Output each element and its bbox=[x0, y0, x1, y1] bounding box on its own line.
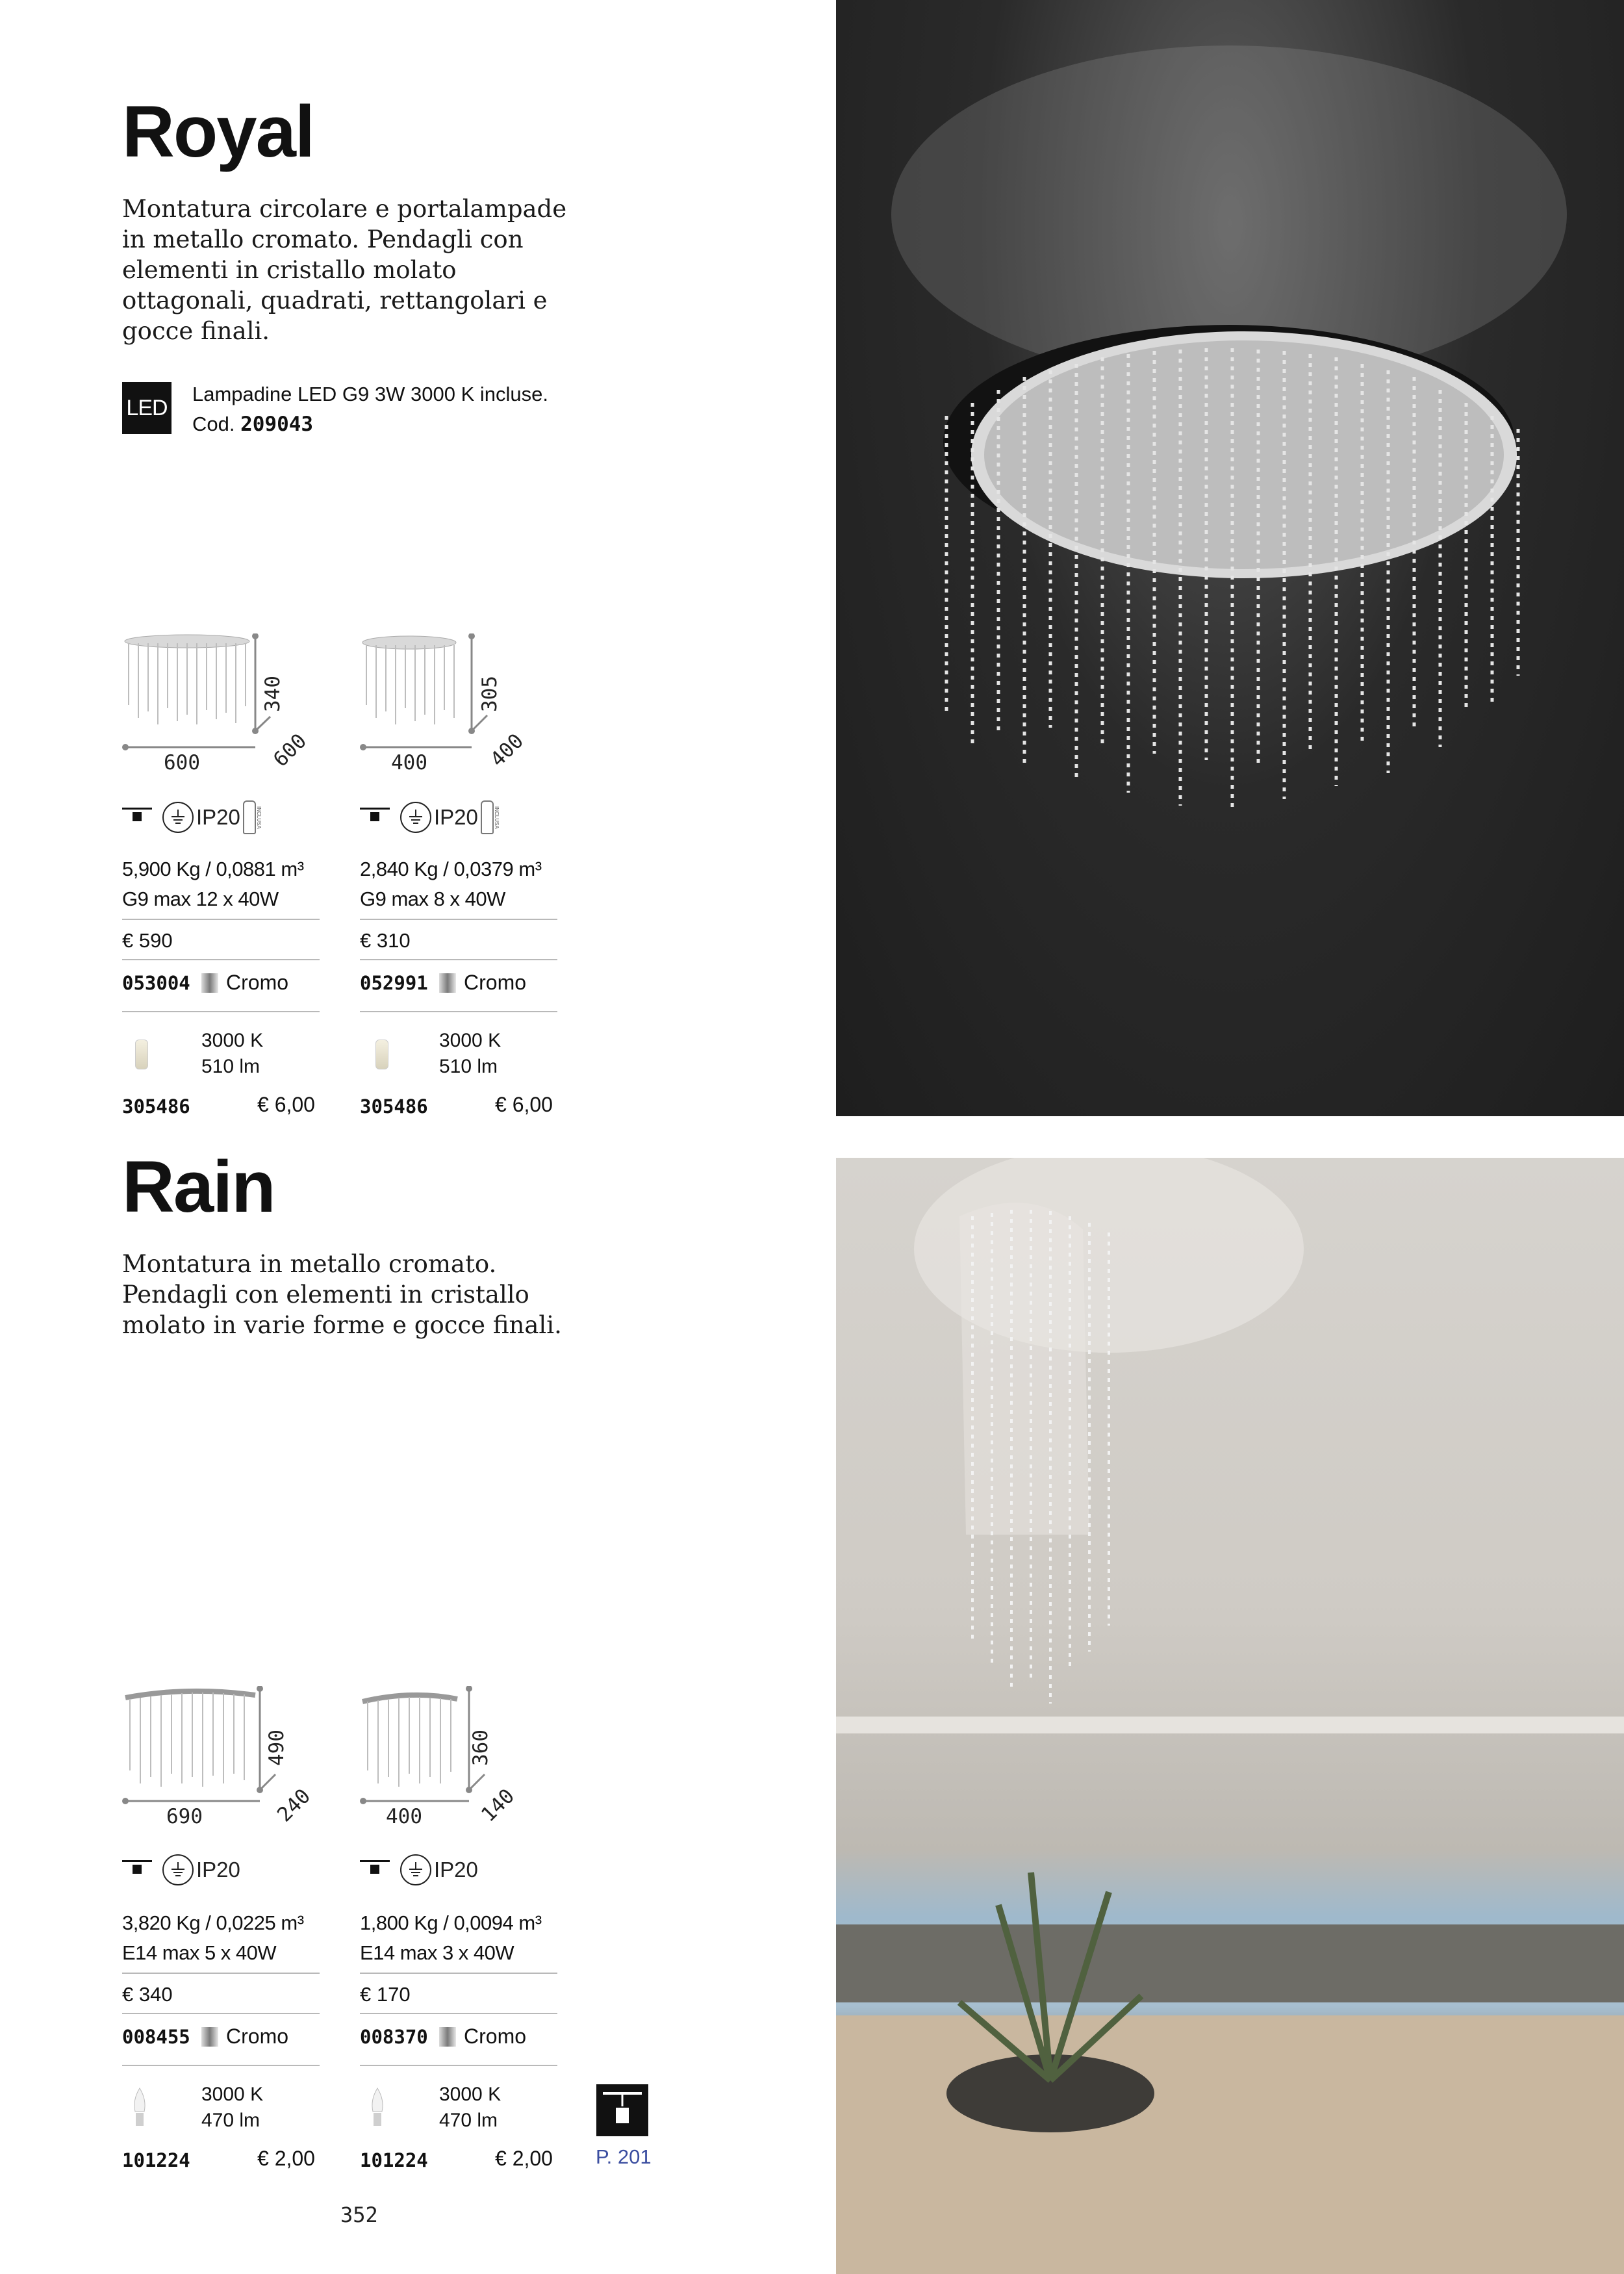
led-code: 209043 bbox=[240, 413, 314, 436]
lamp-temp: 3000 K bbox=[439, 2084, 501, 2105]
royal-title: Royal bbox=[122, 91, 314, 172]
bulb-included-label: INCLUSA bbox=[493, 806, 500, 829]
divider bbox=[122, 2065, 320, 2066]
socket-info: E14 max 3 x 40W bbox=[360, 1941, 514, 1964]
width-label: 400 bbox=[391, 751, 427, 774]
led-code-line bbox=[192, 409, 548, 439]
ground-symbol-icon bbox=[400, 802, 431, 833]
divider bbox=[360, 2065, 557, 2066]
weight-volume: 2,840 Kg / 0,0379 m³ bbox=[360, 858, 542, 880]
ip-rating: IP20 bbox=[196, 1858, 240, 1882]
chrome-swatch-icon bbox=[439, 973, 456, 993]
width-label: 400 bbox=[386, 1805, 422, 1828]
rain-title: Rain bbox=[122, 1146, 275, 1227]
lamp-code: 305486 bbox=[122, 1095, 190, 1118]
width-dimension-line bbox=[122, 743, 265, 751]
spec-icons bbox=[122, 800, 262, 834]
weight-volume: 3,820 Kg / 0,0225 m³ bbox=[122, 1911, 304, 1934]
led-note-line: Lampadine LED G9 3W 3000 K incluse. bbox=[192, 383, 548, 405]
g9-bulb-icon bbox=[135, 1040, 148, 1069]
divider bbox=[122, 959, 320, 960]
ip-rating: IP20 bbox=[434, 1858, 478, 1882]
rain-interior-illustration bbox=[836, 1158, 1624, 2274]
socket-info: G9 max 12 x 40W bbox=[122, 888, 279, 910]
divider bbox=[360, 1011, 557, 1012]
chrome-swatch-icon bbox=[201, 2027, 218, 2047]
depth-label: 240 bbox=[273, 1784, 316, 1827]
lamp-lumen: 510 lm bbox=[439, 1056, 498, 1077]
ceiling-mount-icon bbox=[122, 808, 152, 827]
royal-description: Montatura circolare e portalampade in metallo cromato. Pendagli con elementi in cristallo molato ottagonali, quadrati, rettangolari e gocce finali. bbox=[122, 195, 567, 345]
weight-volume: 5,900 Kg / 0,0881 m³ bbox=[122, 858, 304, 880]
bulb-included-icon bbox=[481, 800, 494, 834]
finish-label: Cromo bbox=[464, 2025, 527, 2048]
ip-rating: IP20 bbox=[434, 805, 478, 829]
lamp-code: 101224 bbox=[122, 2149, 190, 2171]
royal-product-photo bbox=[836, 0, 1624, 1116]
ceiling-mount-icon bbox=[122, 1860, 152, 1880]
led-badge: LED bbox=[122, 382, 171, 434]
lamp-info bbox=[439, 1028, 501, 1080]
spec-icons bbox=[360, 800, 500, 834]
weight-volume: 1,800 Kg / 0,0094 m³ bbox=[360, 1911, 542, 1934]
pendant-link-icon[interactable] bbox=[596, 2084, 648, 2136]
rain-description: Montatura in metallo cromato. Pendagli con elementi in cristallo molato in varie forme e gocce finali. bbox=[122, 1250, 562, 1339]
bulb-included-label: INCLUSA bbox=[255, 806, 262, 829]
chrome-swatch-icon bbox=[439, 2027, 456, 2047]
width-label: 690 bbox=[166, 1805, 203, 1828]
width-dimension-line bbox=[360, 743, 477, 751]
finish bbox=[439, 2025, 526, 2049]
lamp-price: € 2,00 bbox=[495, 2147, 553, 2170]
finish bbox=[201, 2025, 288, 2049]
height-label: 490 bbox=[265, 1730, 288, 1766]
chrome-swatch-icon bbox=[201, 973, 218, 993]
width-dimension-line bbox=[360, 1797, 477, 1805]
lamp-code: 101224 bbox=[360, 2149, 428, 2171]
divider bbox=[122, 919, 320, 920]
lamp-info bbox=[201, 1028, 263, 1080]
divider bbox=[122, 1011, 320, 1012]
lamp-lumen: 510 lm bbox=[201, 1056, 260, 1077]
lamp-price: € 6,00 bbox=[257, 1093, 315, 1116]
depth-label: 140 bbox=[477, 1784, 520, 1827]
lamp-price: € 2,00 bbox=[257, 2147, 315, 2170]
lamp-lumen: 470 lm bbox=[201, 2110, 260, 2131]
e14-candle-bulb-icon bbox=[368, 2086, 387, 2132]
product-code: 053004 bbox=[122, 972, 190, 994]
height-label: 340 bbox=[261, 676, 285, 712]
lamp-code: 305486 bbox=[360, 1095, 428, 1118]
page-reference-link[interactable]: P. 201 bbox=[596, 2145, 652, 2168]
ground-symbol-icon bbox=[162, 802, 194, 833]
socket-info: E14 max 5 x 40W bbox=[122, 1941, 277, 1964]
ceiling-mount-icon bbox=[360, 1860, 390, 1880]
divider bbox=[360, 2013, 557, 2014]
chandelier-thumb-icon bbox=[360, 633, 490, 737]
chandelier-thumb-icon bbox=[122, 633, 272, 737]
divider bbox=[122, 2013, 320, 2014]
lamp-temp: 3000 K bbox=[201, 1030, 264, 1051]
lamp-lumen: 470 lm bbox=[439, 2110, 498, 2131]
price: € 170 bbox=[360, 1983, 411, 2006]
product-code: 052991 bbox=[360, 972, 428, 994]
ground-symbol-icon bbox=[400, 1854, 431, 1885]
lamp-temp: 3000 K bbox=[201, 2084, 264, 2105]
chandelier-thumb-icon bbox=[122, 1686, 278, 1796]
product-code: 008455 bbox=[122, 2026, 190, 2048]
finish-label: Cromo bbox=[226, 971, 289, 994]
lamp-info bbox=[439, 2082, 501, 2134]
e14-candle-bulb-icon bbox=[130, 2086, 149, 2132]
height-label: 360 bbox=[469, 1730, 492, 1766]
lamp-temp: 3000 K bbox=[439, 1030, 501, 1051]
divider bbox=[122, 1973, 320, 1974]
depth-label: 600 bbox=[269, 729, 312, 772]
rain-product-photo bbox=[836, 1158, 1624, 2274]
height-label: 305 bbox=[478, 676, 501, 712]
led-code-prefix: Cod. bbox=[192, 413, 235, 435]
royal-chandelier-illustration bbox=[836, 0, 1624, 1116]
lamp-price: € 6,00 bbox=[495, 1093, 553, 1116]
spec-icons bbox=[360, 1854, 481, 1885]
price: € 340 bbox=[122, 1983, 173, 2006]
finish-label: Cromo bbox=[464, 971, 527, 994]
lamp-info bbox=[201, 2082, 263, 2134]
depth-label: 400 bbox=[486, 729, 529, 772]
ip-rating: IP20 bbox=[196, 805, 240, 829]
ground-symbol-icon bbox=[162, 1854, 194, 1885]
price: € 590 bbox=[122, 929, 173, 952]
finish-label: Cromo bbox=[226, 2025, 289, 2048]
g9-bulb-icon bbox=[375, 1040, 388, 1069]
product-code: 008370 bbox=[360, 2026, 428, 2048]
finish bbox=[439, 971, 526, 995]
width-dimension-line bbox=[122, 1797, 268, 1805]
spec-icons bbox=[122, 1854, 243, 1885]
socket-info: G9 max 8 x 40W bbox=[360, 888, 505, 910]
divider bbox=[360, 1973, 557, 1974]
divider bbox=[360, 959, 557, 960]
price: € 310 bbox=[360, 929, 411, 952]
bulb-included-icon bbox=[243, 800, 256, 834]
ceiling-mount-icon bbox=[360, 808, 390, 827]
divider bbox=[360, 919, 557, 920]
finish bbox=[201, 971, 288, 995]
page-number: 352 bbox=[340, 2203, 378, 2227]
led-note bbox=[192, 379, 548, 439]
width-label: 600 bbox=[164, 751, 200, 774]
